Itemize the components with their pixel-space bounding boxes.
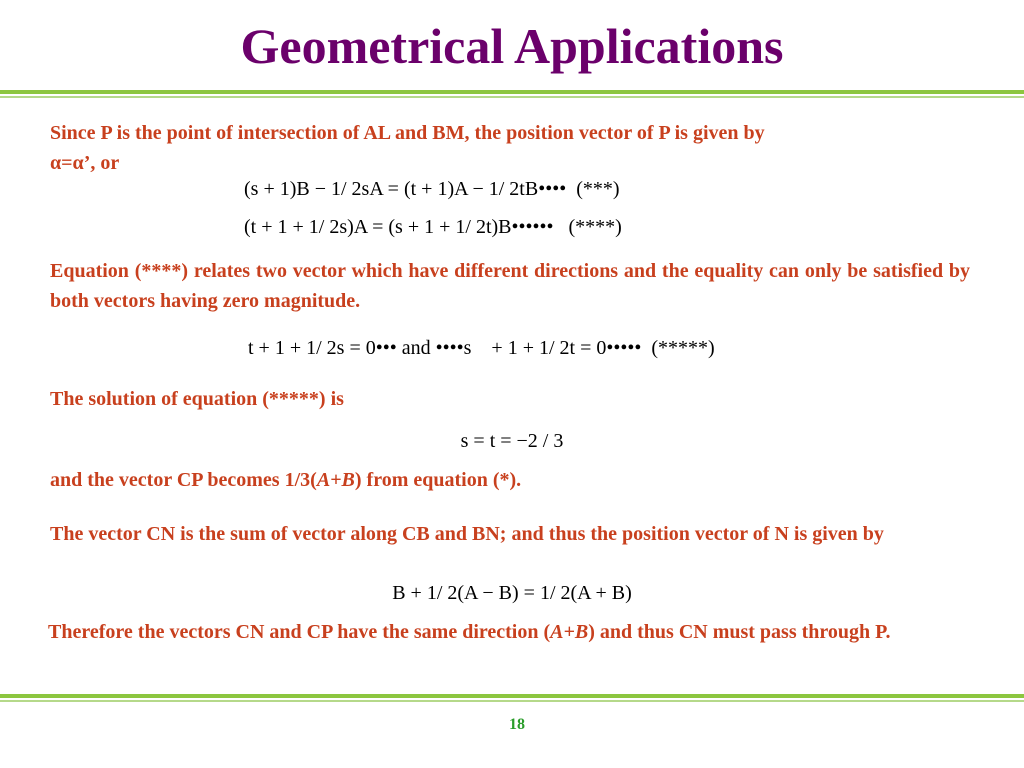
paragraph-conclusion <box>48 617 970 647</box>
equation-five-star: t + 1 + 1/ 2s = 0••• and ••••s + 1 + 1/ 2t = 0••••• (*****) <box>248 337 715 359</box>
paragraph-cp-vector <box>50 465 970 495</box>
paragraph-cp-prefix: and the vector CP becomes 1/3( <box>50 469 317 491</box>
bottom-divider <box>0 694 1024 702</box>
paragraph-conclusion-prefix: Therefore the vectors CN and CP have the same direction ( <box>48 621 551 643</box>
paragraph-intersection <box>50 118 970 178</box>
paragraph-equation-relation: Equation (****) relates two vector which have different directions and the equality can only be satisfied by both vectors having zero magnitude. <box>50 260 970 312</box>
equation-quad-star: (t + 1 + 1/ 2s)A = (s + 1 + 1/ 2t)B•••••• (****) <box>244 216 622 238</box>
equation-triple-star: (s + 1)B − 1/ 2sA = (t + 1)A − 1/ 2tB•••• (***) <box>244 178 620 200</box>
slide-title: Geometrical Applications <box>240 18 784 74</box>
paragraph-cn-vector: The vector CN is the sum of vector along CB and BN; and thus the position vector of N is given by <box>50 523 884 545</box>
paragraph-intersection-line1: Since P is the point of intersection of AL and BM, the position vector of P is given by <box>50 122 765 144</box>
paragraph-solution-intro: The solution of equation (*****) is <box>50 388 344 410</box>
equation-cn-position: B + 1/ 2(A − B) = 1/ 2(A + B) <box>392 582 632 604</box>
paragraph-conclusion-suffix: ) and thus CN must pass through P. <box>588 621 891 643</box>
paragraph-conclusion-italic: A+B <box>550 621 589 643</box>
top-divider <box>0 90 1024 98</box>
paragraph-cp-italic: A+B <box>316 469 355 491</box>
paragraph-intersection-line2: α=α’, or <box>50 152 120 174</box>
page-number: 18 <box>509 716 525 733</box>
equation-solution: s = t = −2 / 3 <box>460 430 564 452</box>
paragraph-cp-suffix: ) from equation (*). <box>354 469 522 491</box>
